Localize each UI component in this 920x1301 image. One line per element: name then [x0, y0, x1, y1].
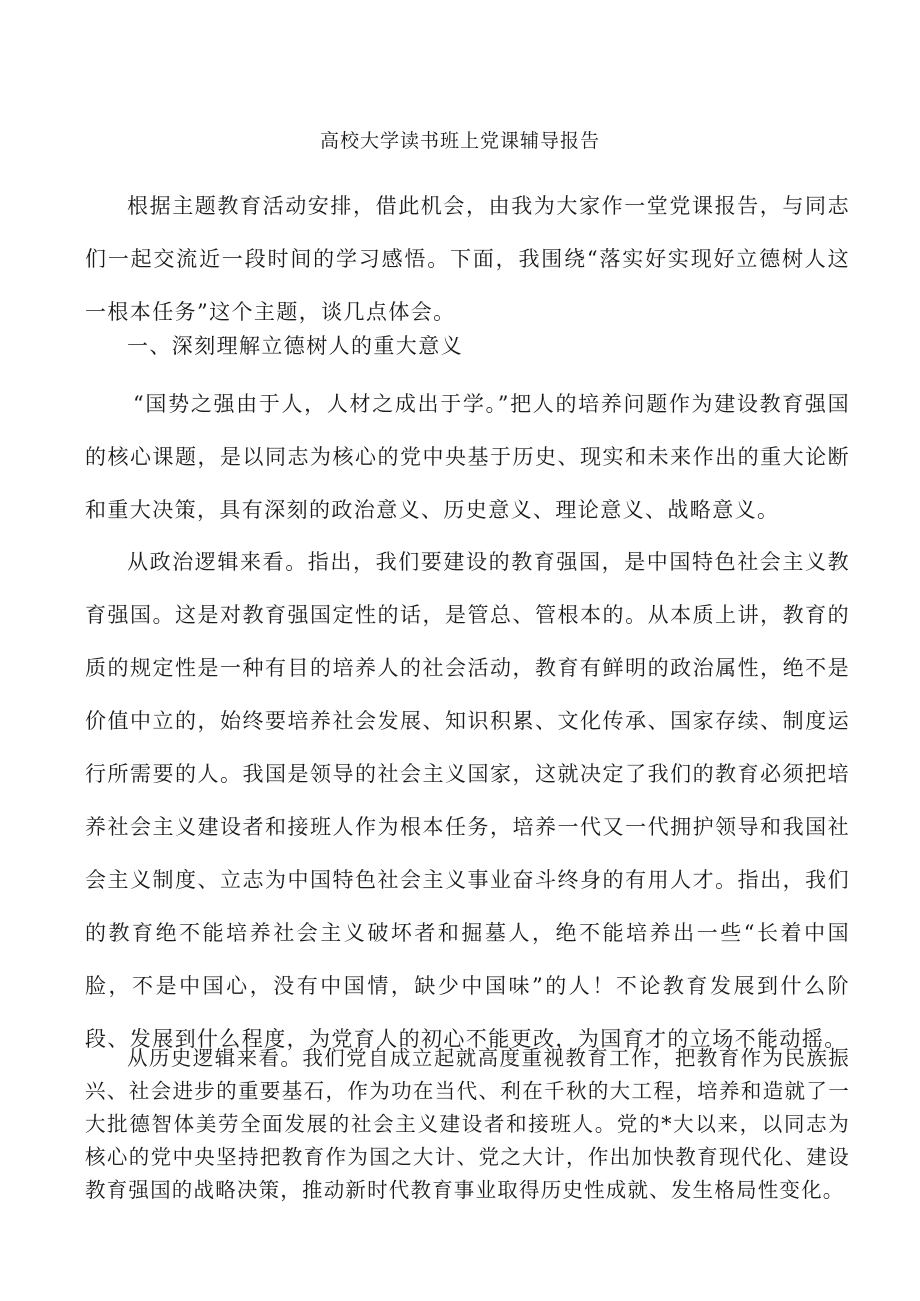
paragraph-intro: 根据主题教育活动安排，借此机会，由我为大家作一堂党课报告，与同志们一起交流近一段时间的学习感悟。下面，我围绕“落实好实现好立德树人这一根本任务”这个主题，谈几点体会。 [85, 194, 850, 324]
paragraph-political-logic: 从政治逻辑来看。指出，我们要建设的教育强国，是中国特色社会主义教育强国。这是对教育强国定性的话，是管总、管根本的。从本质上讲，教育的质的规定性是一种有目的培养人的社会活动，教育有鲜明的政治属性，绝不是价值中立的，始终要培养社会发展、知识积累、文化传承、国家存续、制度运行所需要的人。我国是领导的社会主义国家，这就决定了我们的教育必须把培养社会主义建设者和接班人作为根本任务，培养一代又一代拥护领导和我国社会主义制度、立志为中国特色社会主义事业奋斗终身的有用人才。指出，我们的教育绝不能培养社会主义破坏者和掘墓人，绝不能培养出一些“长着中国脸，不是中国心，没有中国情，缺少中国味”的人！不论教育发展到什么阶段、发展到什么程度，为党育人的初心不能更改，为国育才的立场不能动摇。 [85, 550, 850, 1051]
section-heading-1: 一、深刻理解立德树人的重大意义 [127, 334, 463, 358]
paragraph-quote: “国势之强由于人，人材之成出于学。”把人的培养问题作为建设教育强国的核心课题，是以同志为核心的党中央基于历史、现实和未来作出的重大论断和重大决策，具有深刻的政治意义、历史意义、理论意义、战略意义。 [85, 392, 850, 522]
paragraph-historical-logic: 从历史逻辑来看。我们党自成立起就高度重视教育工作，把教育作为民族振兴、社会进步的重要基石，作为功在当代、利在千秋的大工程，培养和造就了一大批德智体美劳全面发展的社会主义建设者和接班人。党的*大以来，以同志为核心的党中央坚持把教育作为国之大计、党之大计，作出加快教育现代化、建设教育强国的战略决策，推动新时代教育事业取得历史性成就、发生格局性变化。 [85, 1046, 850, 1202]
document-title: 高校大学读书班上党课辅导报告 [319, 130, 600, 152]
